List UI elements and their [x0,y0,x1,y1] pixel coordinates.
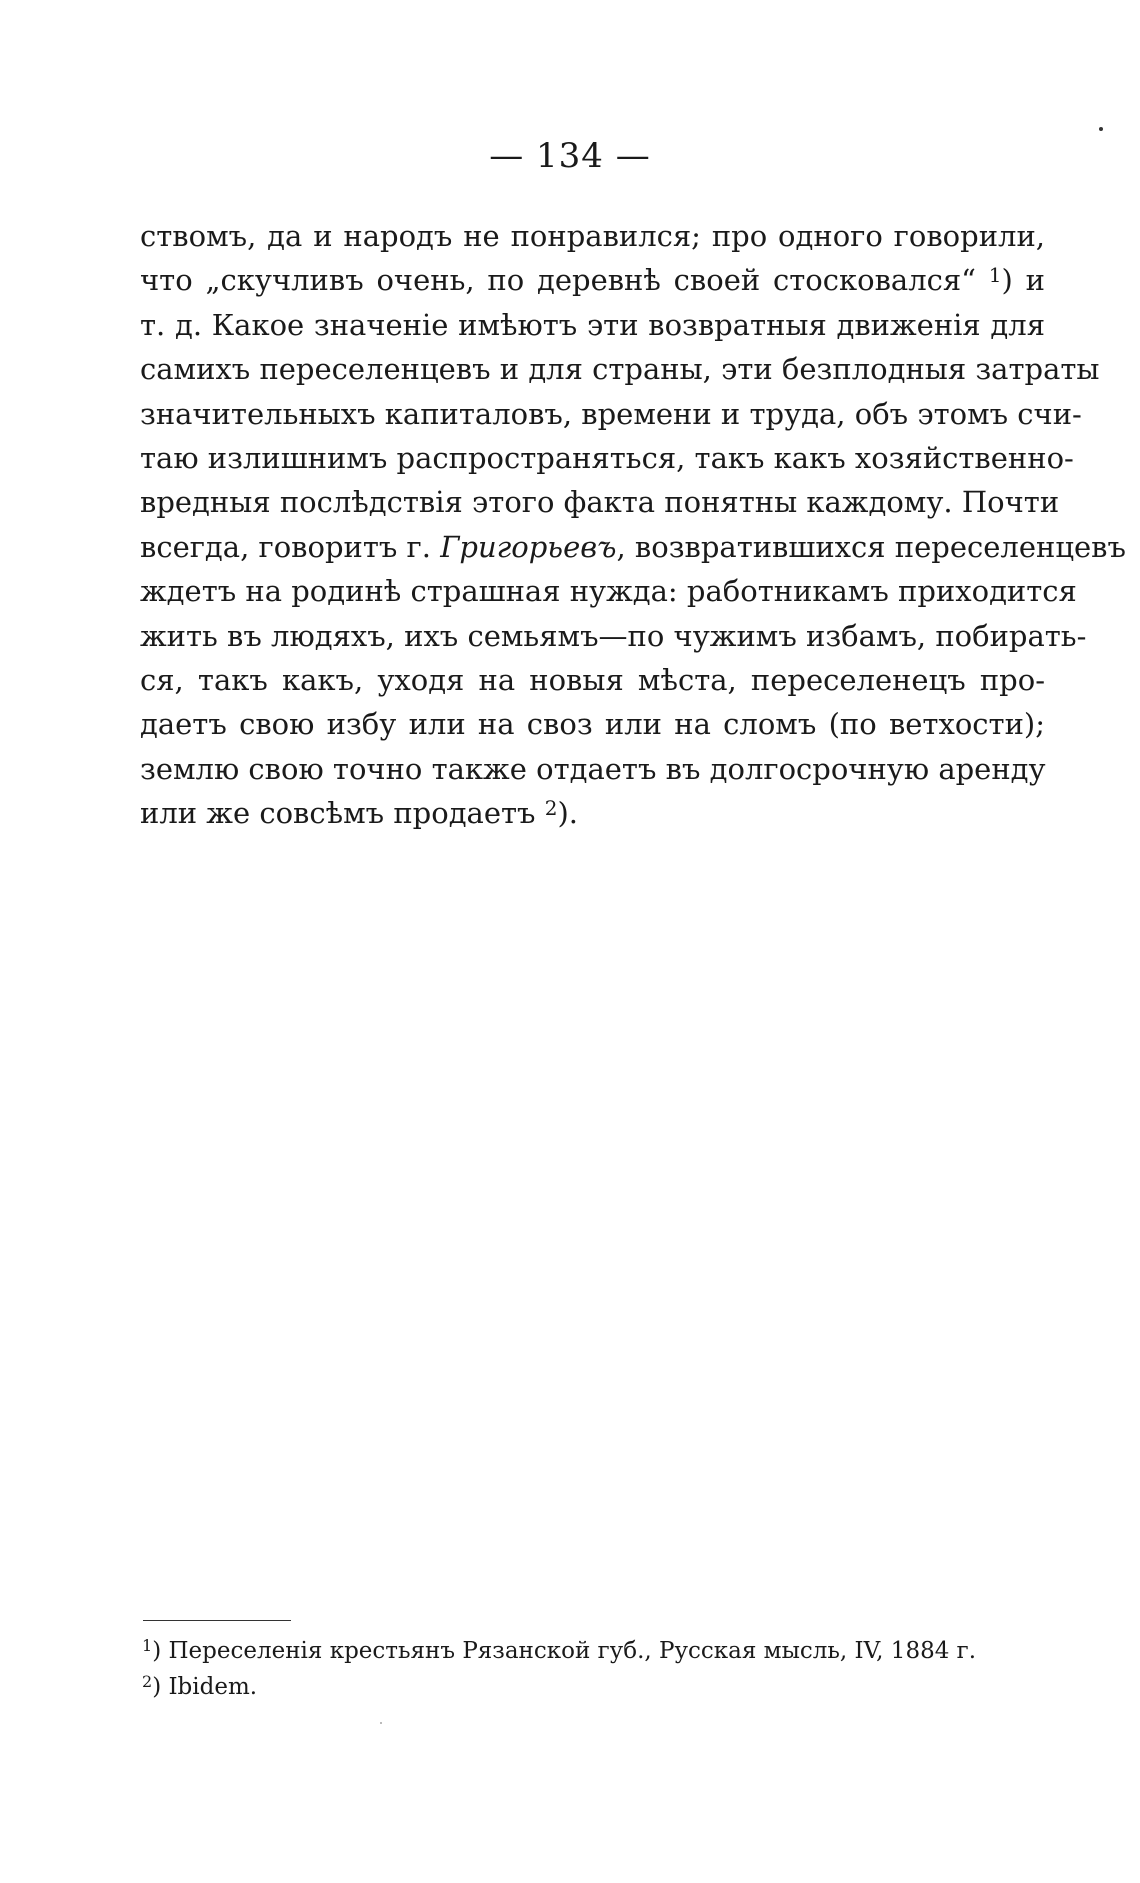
text-line: что „скучливъ очень, по деревнѣ своей стосковался“ $^1$) и [140,263,1045,298]
print-speck [380,1722,382,1724]
print-speck [1099,127,1103,131]
text-line: всегда, говоритъ г. Григорьевъ, возвратившихся переселенцевъ [140,529,1126,564]
text-line: значительныхъ капиталовъ, времени и труда, объ этомъ счи- [140,396,1082,431]
footnote-ref-2: 2 [544,796,558,821]
author-name-italic: Григорьевъ [440,529,617,564]
text-line: ждетъ на родинѣ страшная нужда: работникамъ приходится [140,574,1077,609]
text-line: землю свою точно также отдаетъ въ долгосрочную аренду [140,751,1046,786]
footnote-divider [143,1620,291,1621]
footnote-1: $^1$) Переселенія крестьянъ Рязанской губ., Русская мысль, IV, 1884 г. [142,1636,977,1664]
footnote-2: $^2$) Ibidem. [142,1672,258,1700]
page-number: — 134 — [489,136,651,176]
text-line: или же совсѣмъ продаетъ $^2$). [140,796,578,831]
text-line: ствомъ, да и народъ не понравился; про одного говорили, [140,219,1045,253]
body-paragraph [140,214,1126,835]
text-line: т. д. Какое значеніе имѣютъ эти возвратныя движенія для [140,307,1045,342]
footnote-ref-1: 1 [988,263,1002,288]
text-line: ся, такъ какъ, уходя на новыя мѣста, переселенецъ про- [140,662,1045,697]
text-line: вредныя послѣдствія этого факта понятны каждому. Почти [140,485,1060,520]
text-line: даетъ свою избу или на своз или на сломъ (по ветхости); [140,707,1045,742]
text-line: жить въ людяхъ, ихъ семьямъ—по чужимъ избамъ, побирать- [140,618,1087,653]
text-line: самихъ переселенцевъ и для страны, эти безплодныя затраты [140,352,1100,387]
text-line: таю излишнимъ распространяться, такъ какъ хозяйственно- [140,440,1074,475]
footnotes [142,1633,1042,1705]
